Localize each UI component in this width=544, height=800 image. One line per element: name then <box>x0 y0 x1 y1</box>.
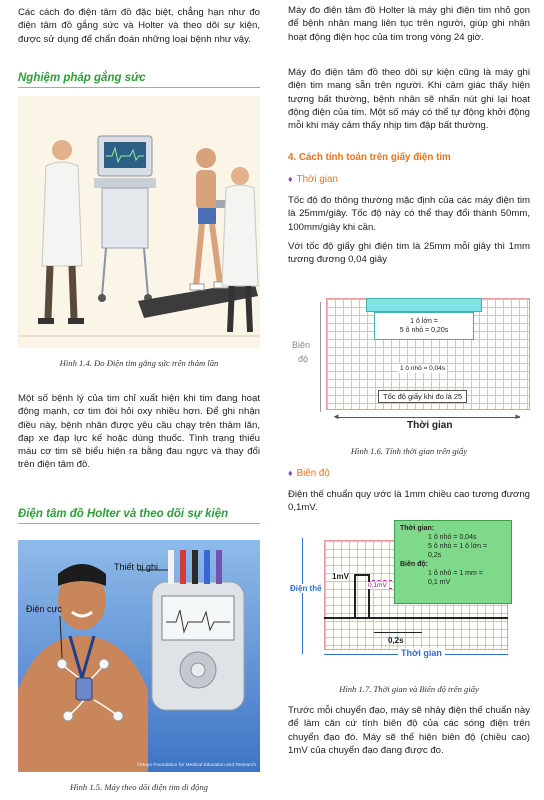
fig16-big-box-label: 1 ô lớn = <box>410 318 438 325</box>
fig16-highlight-row <box>366 298 482 312</box>
holter-paragraph: Máy đo điện tâm đồ Holter là máy ghi điện tim nhỏ gọn để bệnh nhân mang liên tục trên người, giúp ghi nhận hoạt động điện học của tim trong vòng 24 giờ. <box>288 5 530 43</box>
figure-1-7-caption: Hình 1.7. Thời gian và Biên độ trên giấy <box>339 684 479 694</box>
fig17-legend-time-title: Thời gian: <box>400 525 435 532</box>
fig17-label-1mv: 1mV <box>332 572 349 581</box>
photo-credit: ©Mayo Foundation for Medical Education and Research <box>136 763 256 768</box>
bullet-icon: ♦ <box>288 174 293 184</box>
paper-speed-paragraph-2: Với tốc độ giấy ghi điện tim là 25mm mỗi giây thì 1mm tương đương 0,04 giây <box>288 241 530 266</box>
fig16-y-label-1: Biên <box>292 340 311 350</box>
fig17-legend-line-2: 5 ô nhỏ = 1 ô lớn = <box>428 543 488 550</box>
fig16-x-axis <box>336 417 520 418</box>
paper-speed-paragraph: Tốc độ đo thông thường mặc định của các máy điện tim là 25mm/giây. Tốc độ này có thể thay đổi thành 50mm, 100mm/giây khi cần. <box>288 195 530 233</box>
fig17-y-axis <box>302 538 303 654</box>
fig17-dash-1 <box>372 580 392 581</box>
figure-1-4-caption: Hình 1.4. Đo Điện tim gắng sức trên thảm lăn <box>59 358 219 368</box>
figure-1-6 <box>288 280 530 430</box>
fig17-x-label: Thời gian <box>398 648 445 658</box>
fig16-small-box-label: 1 ô nhỏ = 0,04s <box>400 365 445 372</box>
fig17-legend-line-4: 1 ô nhỏ = 1 mm = <box>428 570 483 577</box>
fig17-label-01mv: 0,1mV <box>368 582 387 589</box>
fig17-pulse-down <box>368 574 370 618</box>
fig16-y-label-2: độ <box>298 354 309 364</box>
fig17-02s-bracket <box>374 632 422 633</box>
stress-test-paragraph: Một số bệnh lý của tim chỉ xuất hiện khi tim đang hoạt động mạnh, cơ tim đòi hỏi oxy nhiều hơn. Để ghi nhận điều này, bệnh nhân được yêu cầu chạy trên thảm lăn, đạp xe đạp lực kế hoặc dùng thuốc. Tình trạng thiếu máu cơ tim sẽ biểu hiện ra bằng đau ngực và thay đổi trên điện tâm đồ. <box>18 393 260 471</box>
holter-drawing <box>18 540 260 772</box>
bullet-icon: ♦ <box>288 468 293 478</box>
label-electrode: Điện cực <box>26 604 63 614</box>
intro-paragraph: Các cách đo điện tâm đồ đặc biệt, chẳng hạn như đo điện tâm đồ gắng sức và Holter và theo dõi sự kiện, được sử dụng để chẩn đoán những loại bệnh như vậy. <box>18 7 260 45</box>
label-recording-device: Thiết bị ghi <box>114 562 159 572</box>
fig16-y-axis <box>320 302 321 412</box>
heading-stress-test: Nghiệm pháp gắng sức <box>18 72 260 88</box>
fig17-pulse-top <box>354 574 368 576</box>
fig17-legend-box <box>394 520 512 604</box>
fig16-x-arrow-left: ◄ <box>332 412 340 421</box>
subsection-amplitude-label: Biên độ <box>296 468 330 479</box>
holter-illustration <box>18 540 260 772</box>
subsection-amplitude <box>288 468 330 479</box>
fig17-legend-amp-title: Biên độ: <box>400 561 428 568</box>
fig17-legend-line-3: 0,2s <box>428 552 442 559</box>
figure-1-5-caption: Hình 1.5. Máy theo dõi điện tim di động <box>70 782 208 792</box>
section-4-title: 4. Cách tính toán trên giấy điện tim <box>288 152 451 163</box>
fig16-big-box-value: 5 ô nhỏ = 0,20s <box>399 327 449 334</box>
fig17-baseline <box>324 617 508 619</box>
event-monitor-paragraph: Máy đo điện tâm đồ theo dõi sự kiện cũng là máy ghi điện tim mang sẵn trên người. Khi cảm giác thấy hiện tượng bất thường, bệnh nhân sẽ nhấn nút ghi lại hoạt động điện của tim. Một số máy có thể tự động khởi động mỗi khi máy cảm thấy nhịp tim đập bất thường. <box>288 67 530 132</box>
fig17-pulse-up <box>354 574 356 618</box>
subsection-time <box>288 174 338 185</box>
final-paragraph: Trước mỗi chuyển đạo, máy sẽ nhảy điện thế chuẩn này để làm căn cứ tính biên độ của các sóng điện trên chuyển đạo đó. Máy sẽ thể hiện biên độ (chiều cao) 1mV của chuyển đạo đang được đo. <box>288 705 530 756</box>
heading-holter: Điện tâm đồ Holter và theo dõi sự kiện <box>18 508 260 524</box>
fig17-legend-line-5: 0,1 mV <box>428 579 451 586</box>
fig17-y-label: Điện thế <box>290 584 322 593</box>
fig16-big-box <box>374 312 474 340</box>
stress-test-drawing <box>18 96 260 348</box>
fig17-legend-line-1: 1 ô nhỏ = 0,04s <box>428 534 477 541</box>
amplitude-paragraph: Điện thế chuẩn quy ước là 1mm chiều cao tương đương 0,1mV. <box>288 489 530 514</box>
fig16-x-label: Thời gian <box>404 420 455 431</box>
figure-1-6-caption: Hình 1.6. Tính thời gian trên giấy <box>350 446 468 456</box>
fig16-speed-label: Tốc độ giấy khi đo là 25 <box>378 390 467 403</box>
figure-1-7 <box>288 518 530 666</box>
fig17-label-02s: 0,2s <box>388 636 404 645</box>
subsection-time-label: Thời gian <box>296 174 338 185</box>
stress-test-illustration <box>18 96 260 348</box>
fig16-x-arrow-right: ► <box>514 412 522 421</box>
